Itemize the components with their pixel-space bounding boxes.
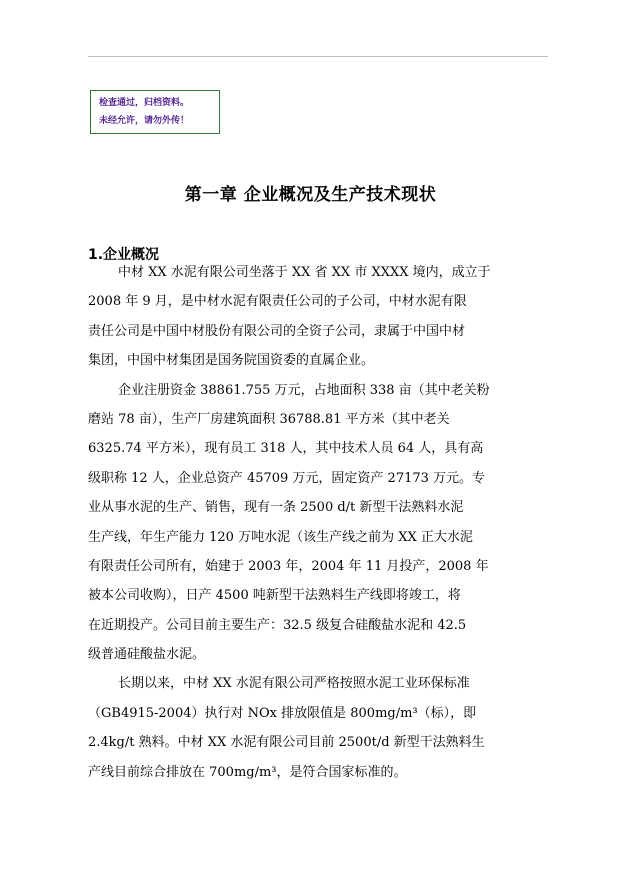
text-line: 磨站 78 亩），生产厂房建筑面积 36788.81 平方米（其中老关 (88, 411, 450, 427)
document-body (88, 258, 550, 787)
section-heading: 1.企业概况 (88, 247, 160, 263)
text-line: 2008 年 9 月，是中材水泥有限责任公司的子公司，中材水泥有限 (88, 294, 467, 310)
text-line: 生产线，年生产能力 120 万吨水泥（该生产线之前为 XX 正大水泥 (88, 529, 473, 545)
text-line: 中材 XX 水泥有限公司坐落于 XX 省 XX 市 XXXX 境内，成立于 (118, 265, 491, 280)
text-line: （GB4915-2004）执行对 NOx 排放限值是 800mg/m³（标），即 (88, 705, 477, 721)
text-line: 集团，中国中材集团是国务院国资委的直属企业。 (88, 353, 375, 369)
text-line: 产线目前综合排放在 700mg/m³，是符合国家标准的。 (88, 764, 407, 780)
stamp-line-2: 未经允许，请勿外传！ (99, 116, 190, 126)
stamp-line-1: 检查通过，归档资料。 (99, 98, 190, 108)
text-line: 长期以来，中材 XX 水泥有限公司严格按照水泥工业环保标准 (118, 676, 470, 692)
text-line: 2.4kg/t 熟料。中材 XX 水泥有限公司目前 2500t/d 新型干法熟料生 (88, 735, 485, 751)
text-line: 级普通硅酸盐水泥。 (88, 647, 206, 663)
text-line: 业从事水泥的生产、销售，现有一条 2500 d/t 新型干法熟料水泥 (88, 500, 464, 516)
text-line: 被本公司收购），日产 4500 吨新型干法熟料生产线即将竣工，将 (88, 588, 461, 604)
text-line: 企业注册资金 38861.755 万元，占地面积 338 亩（其中老关粉 (118, 382, 490, 398)
text-line: 6325.74 平方米），现有员工 318 人，其中技术人员 64 人，具有高 (88, 441, 484, 457)
header-rule (88, 56, 548, 57)
text-line: 级职称 12 人，企业总资产 45709 万元，固定资产 27173 万元。专 (88, 470, 486, 486)
chapter-title: 第一章 企业概况及生产技术现状 (184, 185, 437, 205)
text-line: 有限责任公司所有，始建于 2003 年，2004 年 11 月投产，2008 年 (88, 558, 489, 574)
text-line: 责任公司是中国中材股份有限公司的全资子公司，隶属于中国中材 (88, 323, 466, 339)
text-line: 在近期投产。公司目前主要生产：32.5 级复合硅酸盐水泥和 42.5 (88, 617, 467, 633)
archive-stamp (90, 90, 220, 134)
